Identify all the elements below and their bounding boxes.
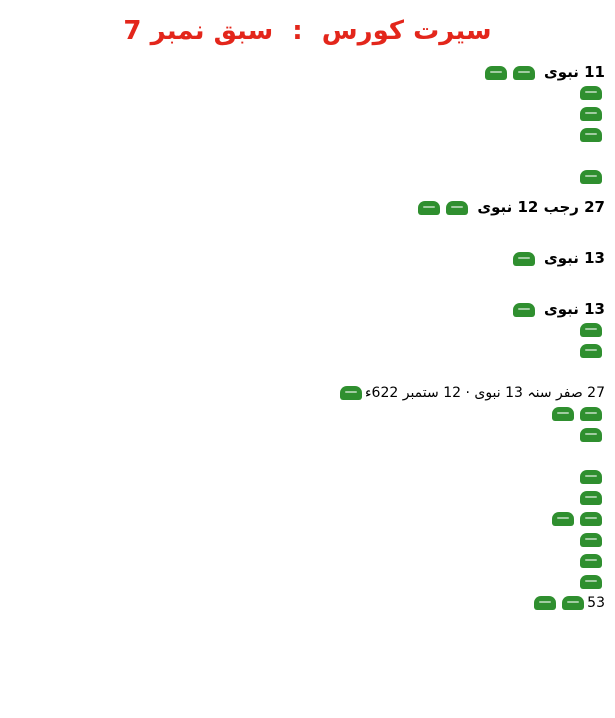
honorific-seal-icon — [580, 554, 602, 568]
honorific-seal-icon — [580, 512, 602, 526]
paragraph — [10, 197, 605, 239]
paragraph-lead: 13 نبوی — [543, 300, 605, 318]
text-line — [10, 530, 605, 551]
honorific-seal-icon — [562, 596, 584, 610]
text-line — [10, 467, 605, 488]
title-lesson: سبق نمبر 7 — [123, 16, 274, 46]
paragraph-lead: 27 رجب 12 نبوی — [477, 198, 605, 216]
text-line — [10, 167, 605, 188]
text-line — [10, 218, 605, 239]
honorific-seal-icon — [513, 66, 535, 80]
honorific-seal-icon — [580, 86, 602, 100]
honorific-seal-icon — [513, 303, 535, 317]
paragraph-lead: 13 نبوی — [543, 249, 605, 267]
honorific-seal-icon — [580, 407, 602, 421]
text-line — [10, 404, 605, 425]
honorific-seal-icon — [580, 323, 602, 337]
text-line — [10, 551, 605, 572]
text-line — [10, 446, 605, 467]
paragraph — [10, 248, 605, 290]
text-line — [10, 572, 605, 593]
honorific-seal-icon — [340, 386, 362, 400]
honorific-seal-icon — [580, 491, 602, 505]
text-line — [10, 488, 605, 509]
honorific-seal-icon — [580, 428, 602, 442]
paragraph-lead: 11 نبوی — [543, 63, 605, 81]
text-line — [10, 248, 605, 269]
honorific-seal-icon — [580, 170, 602, 184]
honorific-seal-icon — [580, 575, 602, 589]
line-text: 53 — [587, 595, 605, 611]
lesson-body — [10, 62, 605, 614]
title-separator: : — [292, 16, 303, 46]
honorific-seal-icon — [580, 533, 602, 547]
text-line — [10, 593, 605, 614]
honorific-seal-icon — [552, 512, 574, 526]
text-line — [10, 320, 605, 341]
text-line — [10, 362, 605, 383]
paragraph — [10, 62, 605, 188]
paragraph — [10, 299, 605, 614]
honorific-seal-icon — [485, 66, 507, 80]
honorific-seal-icon — [418, 201, 440, 215]
text-line — [10, 269, 605, 290]
honorific-seal-icon — [580, 344, 602, 358]
honorific-seal-icon — [580, 128, 602, 142]
title-course: سیرت کورس — [321, 16, 492, 46]
text-line — [10, 62, 605, 83]
text-line — [10, 299, 605, 320]
honorific-seal-icon — [552, 407, 574, 421]
text-line — [10, 197, 605, 218]
text-line — [10, 383, 605, 404]
text-line — [10, 146, 605, 167]
text-line — [10, 341, 605, 362]
text-line — [10, 125, 605, 146]
text-line — [10, 104, 605, 125]
honorific-seal-icon — [446, 201, 468, 215]
honorific-seal-icon — [580, 107, 602, 121]
honorific-seal-icon — [534, 596, 556, 610]
line-text: 27 صفر سنہ 13 نبوی · 12 ستمبر 622ء — [364, 385, 605, 401]
text-line — [10, 509, 605, 530]
honorific-seal-icon — [513, 252, 535, 266]
text-line — [10, 83, 605, 104]
honorific-seal-icon — [580, 470, 602, 484]
page-title — [10, 14, 605, 50]
text-line — [10, 425, 605, 446]
